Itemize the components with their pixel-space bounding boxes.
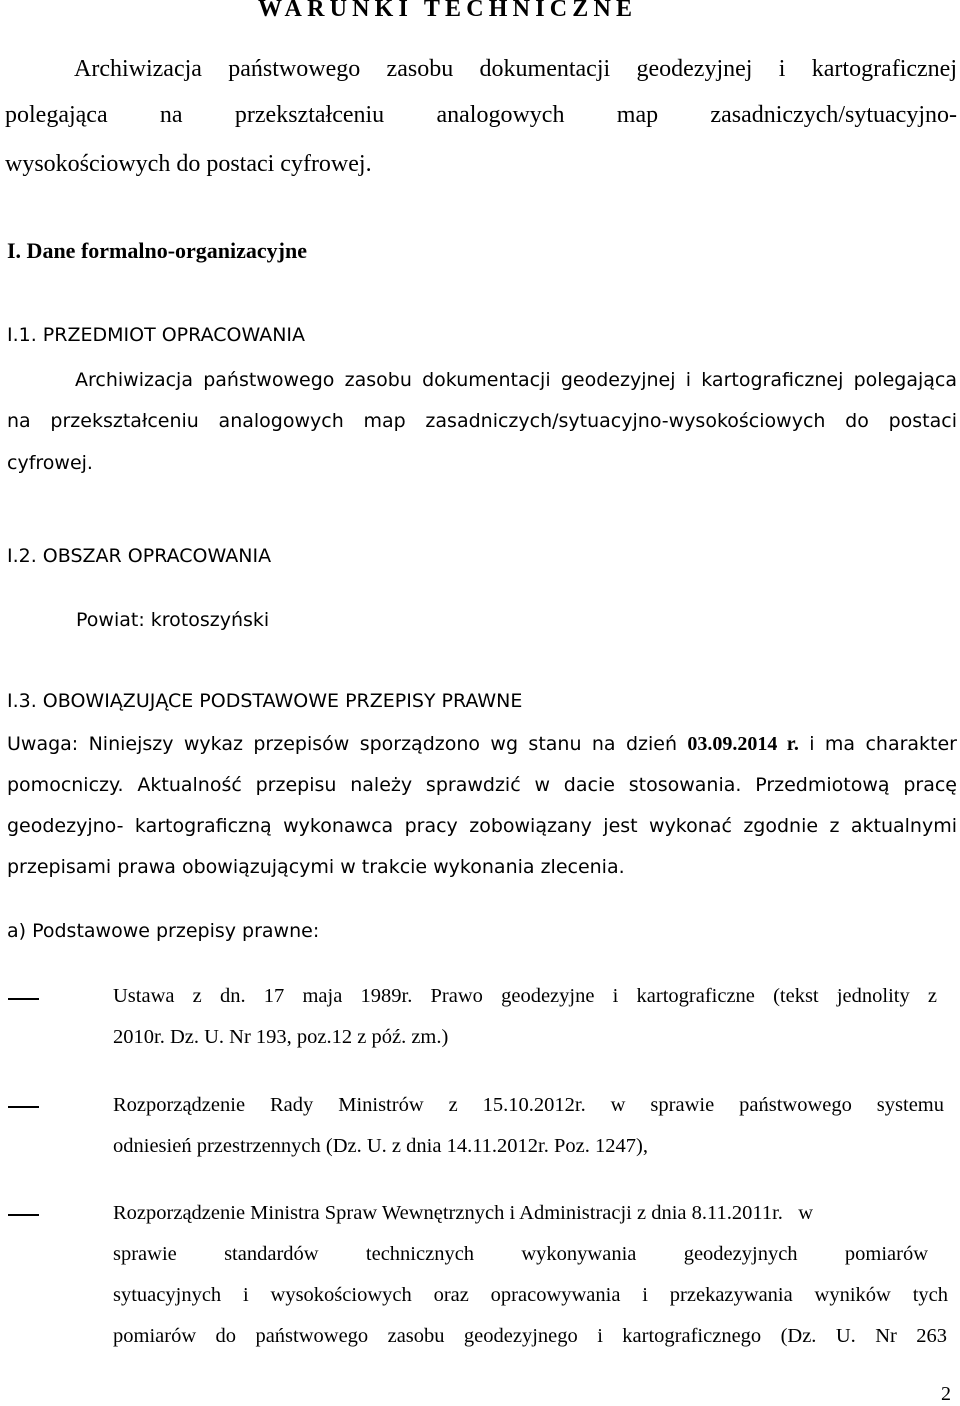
list-dash-icon bbox=[8, 1106, 39, 1108]
note-line-1: Uwaga: Niniejszy wykaz przepisów sporządzono wg stanu na dzień 03.09.2014 r. i ma charakter bbox=[7, 733, 957, 755]
list-item-3-line-4: pomiarów do państwowego zasobu geodezyjnego i kartograficznego (Dz. U. Nr 263 bbox=[113, 1325, 947, 1347]
subsection-heading: a) Podstawowe przepisy prawne: bbox=[7, 920, 320, 942]
document-title: WARUNKI TECHNICZNE bbox=[258, 0, 638, 22]
list-dash-icon bbox=[8, 1214, 39, 1216]
section-heading-przepisy: I.3. OBOWIĄZUJĄCE PODSTAWOWE PRZEPISY PRAWNE bbox=[7, 690, 523, 712]
section-heading-przedmiot: I.1. PRZEDMIOT OPRACOWANIA bbox=[7, 324, 306, 346]
intro-line-3: wysokościowych do postaci cyfrowej. bbox=[5, 151, 372, 177]
note-line-3: geodezyjno- kartograficzną wykonawca pracy zobowiązany jest wykonać zgodnie z aktualnymi bbox=[7, 815, 957, 837]
przedmiot-line-2: na przekształceniu analogowych map zasadniczych/sytuacyjno-wysokościowych do postaci bbox=[7, 410, 957, 432]
note-line-4: przepisami prawa obowiązującymi w trakcie wykonania zlecenia. bbox=[7, 856, 625, 878]
list-item-1-line-1: Ustawa z dn. 17 maja 1989r. Prawo geodezyjne i kartograficzne (tekst jednolity z bbox=[113, 985, 937, 1007]
note-date: 03.09.2014 r. bbox=[687, 733, 799, 755]
list-item-2-line-2: odniesień przestrzennych (Dz. U. z dnia 14.11.2012r. Poz. 1247), bbox=[113, 1135, 648, 1157]
list-item-3-line-2: sprawie standardów technicznych wykonywania geodezyjnych pomiarów bbox=[113, 1243, 928, 1265]
przedmiot-line-3: cyfrowej. bbox=[7, 452, 93, 474]
przedmiot-line-1: Archiwizacja państwowego zasobu dokumentacji geodezyjnej i kartograficznej polegająca bbox=[75, 369, 957, 391]
list-item-2-line-1: Rozporządzenie Rady Ministrów z 15.10.2012r. w sprawie państwowego systemu bbox=[113, 1094, 944, 1116]
list-item-3-line-1: Rozporządzenie Ministra Spraw Wewnętrznych i Administracji z dnia 8.11.2011r. w bbox=[113, 1202, 814, 1224]
intro-line-1: Archiwizacja państwowego zasobu dokumentacji geodezyjnej i kartograficznej bbox=[74, 56, 957, 82]
intro-line-2: polegająca na przekształceniu analogowych map zasadniczych/sytuacyjno- bbox=[5, 102, 957, 128]
page-number: 2 bbox=[941, 1383, 951, 1405]
county-label: Powiat: krotoszyński bbox=[76, 609, 270, 631]
list-item-1-line-2: 2010r. Dz. U. Nr 193, poz.12 z póź. zm.) bbox=[113, 1026, 449, 1048]
list-dash-icon bbox=[8, 998, 39, 1000]
section-heading-dane: I. Dane formalno-organizacyjne bbox=[7, 238, 308, 263]
list-item-3-line-3: sytuacyjnych i wysokościowych oraz opracowywania i przekazywania wyników tych bbox=[113, 1284, 948, 1306]
section-heading-obszar: I.2. OBSZAR OPRACOWANIA bbox=[7, 545, 272, 567]
note-line-2: pomocniczy. Aktualność przepisu należy sprawdzić w dacie stosowania. Przedmiotową pracę bbox=[7, 774, 957, 796]
